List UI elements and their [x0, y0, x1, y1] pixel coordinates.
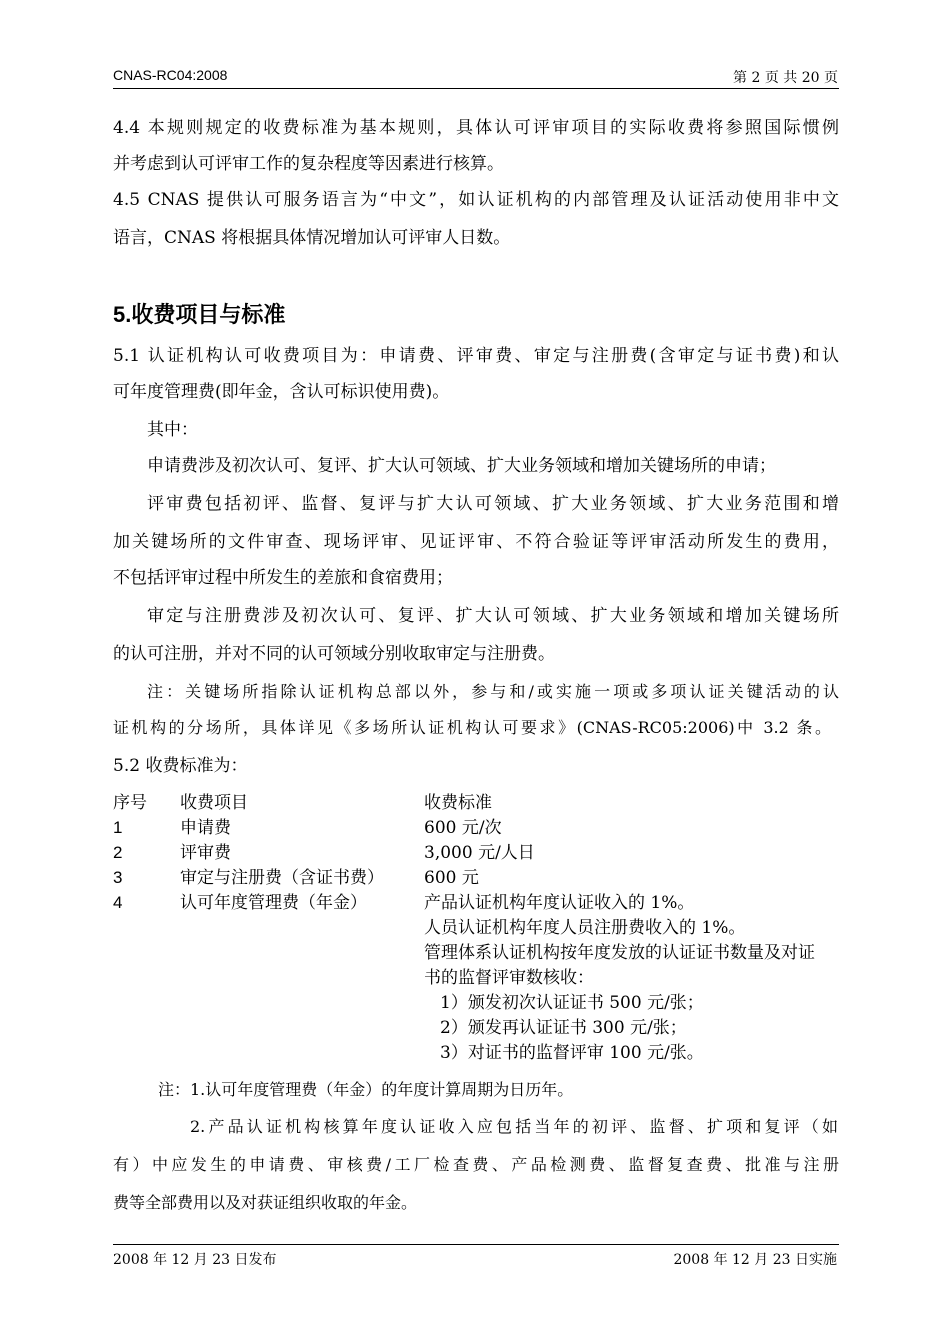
table-row-item: 评审费 [180, 843, 231, 863]
table-note-2-line2: 有）中应发生的申请费、审核费/工厂检查费、产品检测费、监督复查费、批准与注册 [113, 1155, 839, 1174]
key-location-note-line2: 证机构的分场所，具体详见《多场所认证机构认可要求》(CNAS-RC05:2006)中 3.2 条。 [113, 718, 831, 737]
table-row-standard-line: 人员认证机构年度人员注册费收入的 1%。 [424, 918, 746, 938]
assessment-fee-desc-line2: 加关键场所的文件审查、现场评审、见证评审、不符合验证等评审活动所发生的费用， [113, 532, 839, 552]
table-row-standard-line: 管理体系认证机构按年度发放的认证证书数量及对证 [424, 943, 815, 963]
table-header-item: 收费项目 [180, 793, 248, 813]
registration-fee-desc-line1: 审定与注册费涉及初次认可、复评、扩大认可领域、扩大业务领域和增加关键场所 [147, 606, 839, 626]
effective-date: 2008 年 12 月 23 日实施 [673, 1252, 837, 1268]
paragraph-4-4-line2: 并考虑到认可评审工作的复杂程度等因素进行核算。 [113, 154, 504, 174]
document-id: CNAS-RC04:2008 [113, 67, 228, 83]
table-row-item: 申请费 [180, 818, 231, 838]
table-row-item: 审定与注册费（含证书费） [180, 868, 384, 888]
assessment-fee-desc-line3: 不包括评审过程中所发生的差旅和食宿费用； [113, 568, 453, 588]
table-note-2-line1: 2.产品认证机构核算年度认证收入应包括当年的初评、监督、扩项和复评（如 [190, 1117, 838, 1136]
table-note-1: 注：1.认可年度管理费（年金）的年度计算周期为日历年。 [158, 1080, 574, 1099]
issue-date: 2008 年 12 月 23 日发布 [113, 1252, 277, 1268]
table-row-no: 3 [113, 868, 123, 887]
qizhong-label: 其中： [147, 420, 198, 440]
assessment-fee-desc-line1: 评审费包括初评、监督、复评与扩大认可领域、扩大业务领域、扩大业务范围和增 [147, 494, 839, 514]
page-number: 第 2 页 共 20 页 [733, 70, 838, 86]
table-row-standard-line: 书的监督评审数核收： [424, 968, 594, 988]
table-row-standard: 3,000 元/人日 [424, 843, 535, 863]
table-row-no: 4 [113, 893, 123, 912]
table-header-no: 序号 [113, 793, 147, 813]
paragraph-4-5-line2: 语言，CNAS 将根据具体情况增加认可评审人日数。 [113, 228, 511, 248]
table-header-standard: 收费标准 [424, 793, 492, 813]
paragraph-5-1-line1: 5.1 认证机构认可收费项目为：申请费、评审费、审定与注册费(含审定与证书费)和认 [113, 346, 839, 366]
table-row-no: 2 [113, 843, 123, 862]
header-rule [113, 88, 839, 89]
paragraph-5-2: 5.2 收费标准为： [113, 756, 248, 776]
paragraph-4-5-line1: 4.5 CNAS 提供认可服务语言为“中文”，如认证机构的内部管理及认证活动使用非中文 [113, 190, 839, 210]
table-row-standard-line: 产品认证机构年度认证收入的 1%。 [424, 893, 695, 913]
table-row-item: 认可年度管理费（年金） [180, 893, 367, 913]
section-5-title: 5.收费项目与标准 [113, 302, 286, 327]
table-row-standard-line: 1）颁发初次认证证书 500 元/张； [440, 993, 704, 1013]
table-row-standard-line: 2）颁发再认证证书 300 元/张； [440, 1018, 687, 1038]
key-location-note-line1: 注：关键场所指除认证机构总部以外，参与和/或实施一项或多项认证关键活动的认 [147, 682, 839, 701]
table-note-2-line3: 费等全部费用以及对获证组织收取的年金。 [113, 1193, 418, 1212]
table-row-no: 1 [113, 818, 123, 837]
application-fee-desc: 申请费涉及初次认可、复评、扩大认可领域、扩大业务领域和增加关键场所的申请； [147, 456, 776, 476]
paragraph-5-1-line2: 可年度管理费(即年金，含认可标识使用费)。 [113, 382, 450, 402]
paragraph-4-4-line1: 4.4 本规则规定的收费标准为基本规则，具体认可评审项目的实际收费将参照国际惯例 [113, 118, 839, 138]
table-row-standard: 600 元 [424, 868, 479, 888]
table-row-standard: 600 元/次 [424, 818, 502, 838]
registration-fee-desc-line2: 的认可注册，并对不同的认可领域分别收取审定与注册费。 [113, 644, 555, 664]
table-row-standard-line: 3）对证书的监督评审 100 元/张。 [440, 1043, 704, 1063]
footer-rule [113, 1244, 839, 1245]
